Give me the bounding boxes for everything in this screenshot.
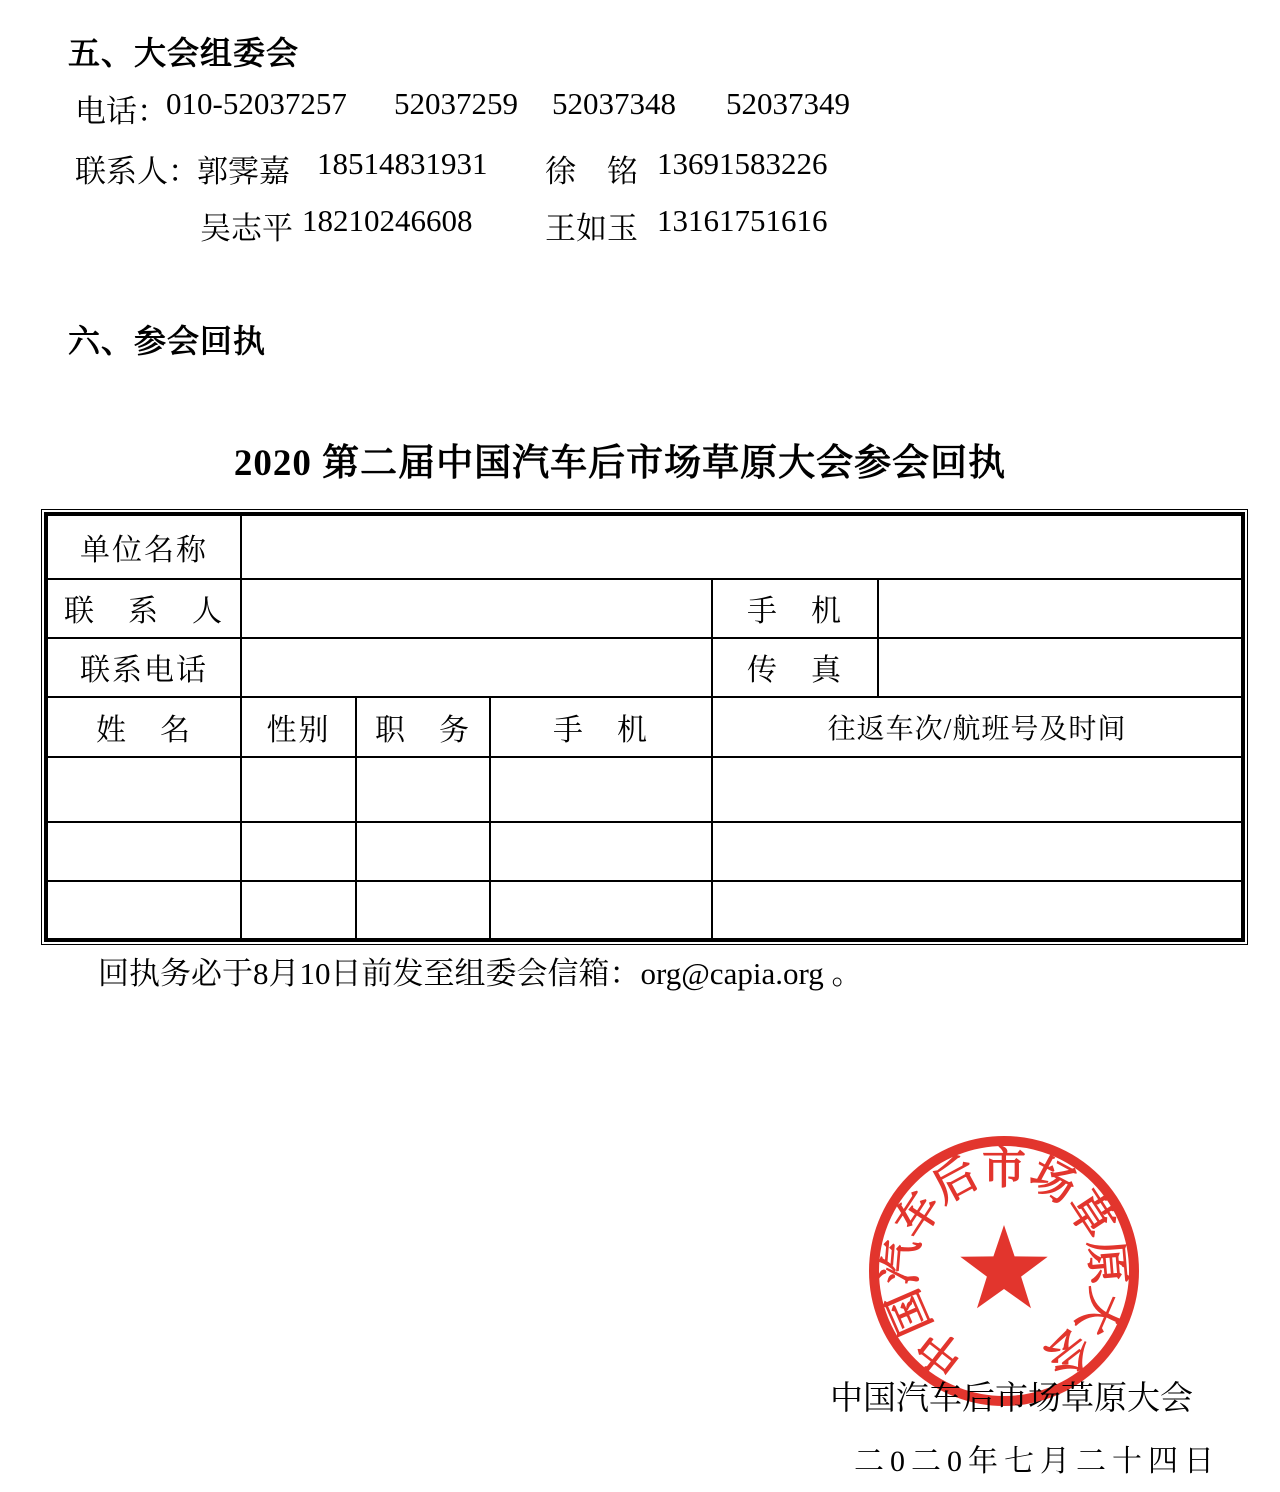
seal-char: 车 — [885, 1183, 951, 1247]
table-row — [46, 638, 1243, 697]
attendee-name-header: 姓 名 — [46, 697, 241, 758]
official-seal — [864, 1131, 1144, 1411]
seal-char: 汽 — [875, 1238, 929, 1287]
attendee-empty-cell — [241, 757, 356, 822]
registration-table-wrapper — [41, 509, 1248, 945]
phone-number-4: 52037349 — [726, 86, 850, 121]
seal-char: 大 — [1066, 1282, 1130, 1343]
attendee-empty-cell — [241, 822, 356, 881]
seal-char: 后 — [924, 1148, 987, 1213]
attendee-header-row — [46, 697, 1243, 758]
fax-value-cell — [878, 638, 1243, 697]
unit-name-label: 单位名称 — [46, 514, 241, 579]
contact-person-value-cell — [241, 579, 712, 638]
seal-char: 场 — [1021, 1148, 1084, 1213]
attendee-gender-header: 性别 — [241, 697, 356, 758]
attendee-empty-cell — [46, 757, 241, 822]
section-6-heading: 六、参会回执 — [68, 323, 267, 359]
seal-char: 中 — [908, 1318, 974, 1385]
seal-char: 市 — [982, 1144, 1026, 1193]
contact-phone-2: 13691583226 — [657, 146, 828, 181]
attendee-empty-cell — [490, 757, 712, 822]
footer-organization: 中国汽车后市场草原大会 — [830, 1381, 1193, 1417]
contact-name-4: 王如玉 — [545, 211, 638, 246]
attendee-empty-row — [46, 881, 1243, 940]
attendee-empty-cell — [712, 757, 1243, 822]
contact-phone-value-cell — [241, 638, 712, 697]
footer-date: 二0二0年七月二十四日 — [854, 1445, 1220, 1478]
phone-number-1: 010-52037257 — [166, 86, 347, 121]
unit-name-value-cell — [241, 514, 1243, 579]
attendee-empty-cell — [712, 881, 1243, 940]
return-note: 回执务必于8月10日前发至组委会信箱：org@capia.org 。 — [98, 956, 863, 991]
attendee-mobile-header: 手 机 — [490, 697, 712, 758]
table-row — [46, 514, 1243, 579]
fax-label: 传 真 — [712, 638, 878, 697]
attendee-empty-cell — [356, 822, 490, 881]
contact-name-3: 吴志平 — [200, 211, 293, 246]
attendee-empty-cell — [46, 881, 241, 940]
phone-label: 电话： — [75, 94, 168, 129]
attendee-empty-cell — [356, 757, 490, 822]
phone-number-2: 52037259 — [394, 86, 518, 121]
contact-phone-1: 18514831931 — [317, 146, 488, 181]
attendee-empty-row — [46, 757, 1243, 822]
attendee-empty-cell — [490, 881, 712, 940]
form-title: 2020 第二届中国汽车后市场草原大会参会回执 — [233, 443, 1007, 484]
attendee-trip-header: 往返车次/航班号及时间 — [712, 697, 1243, 758]
attendee-empty-row — [46, 822, 1243, 881]
seal-char: 会 — [1034, 1318, 1100, 1385]
seal-char: 原 — [1079, 1238, 1133, 1287]
contact-person-label: 联 系 人 — [46, 579, 241, 638]
attendee-empty-cell — [356, 881, 490, 940]
table-row — [46, 579, 1243, 638]
contact-name-2: 徐 铭 — [545, 154, 638, 189]
mobile-value-cell — [878, 579, 1243, 638]
attendee-position-header: 职 务 — [356, 697, 490, 758]
registration-table — [44, 512, 1245, 942]
attendee-empty-cell — [46, 822, 241, 881]
attendee-empty-cell — [490, 822, 712, 881]
section-5-heading: 五、大会组委会 — [68, 35, 300, 71]
contact-phone-label: 联系电话 — [46, 638, 241, 697]
contact-name-1: 郭霁嘉 — [197, 154, 290, 189]
attendee-empty-cell — [712, 822, 1243, 881]
star-icon — [960, 1225, 1047, 1308]
phone-number-3: 52037348 — [552, 86, 676, 121]
contacts-label: 联系人： — [75, 154, 199, 189]
contact-phone-3: 18210246608 — [302, 203, 473, 238]
mobile-label: 手 机 — [712, 579, 878, 638]
seal-char: 国 — [878, 1282, 942, 1343]
contact-phone-4: 13161751616 — [657, 203, 828, 238]
attendee-empty-cell — [241, 881, 356, 940]
seal-char: 草 — [1057, 1183, 1123, 1247]
